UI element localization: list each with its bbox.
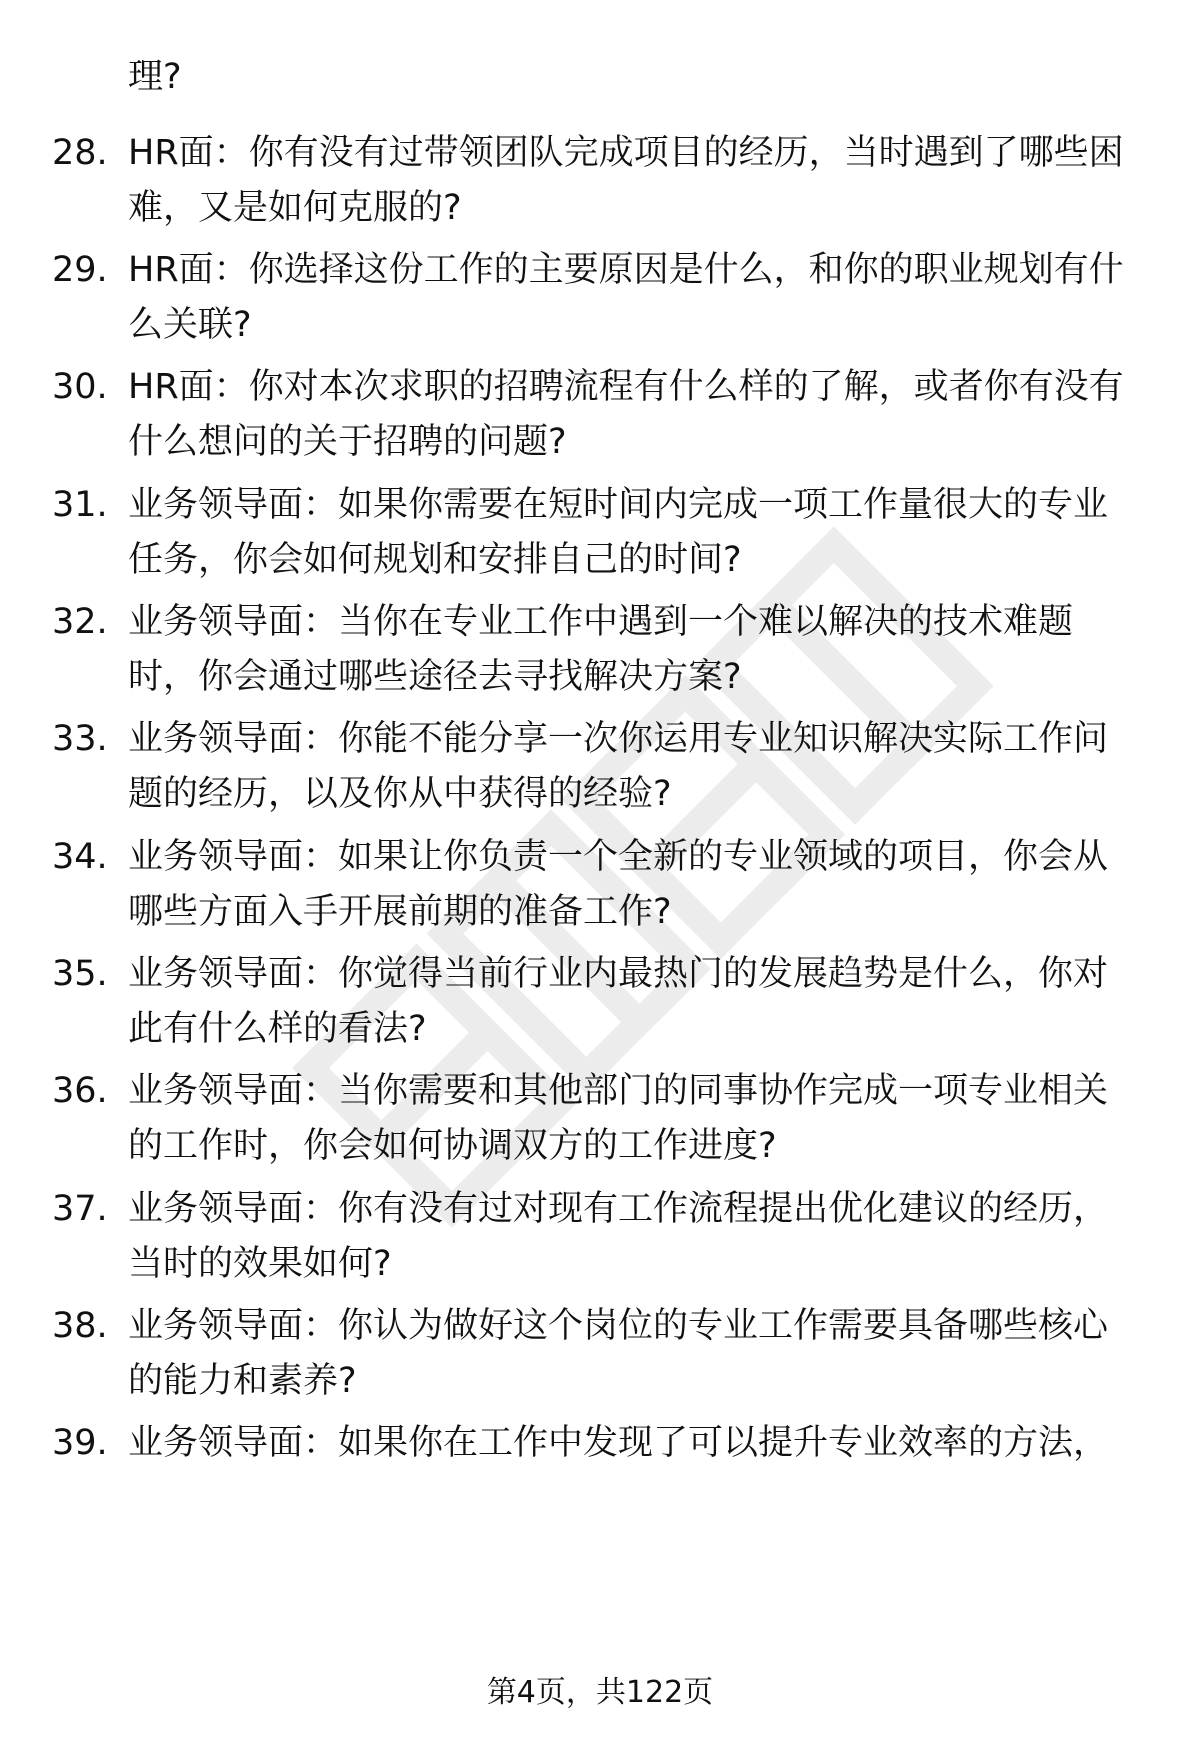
question-number: 34. (52, 837, 108, 877)
question-number: 29. (52, 250, 108, 290)
question-text-line: 难，又是如何克服的? (128, 188, 462, 228)
question-text-line: 业务领导面：当你在专业工作中遇到一个难以解决的技术难题 (128, 602, 1074, 642)
question-text-line: 业务领导面：你觉得当前行业内最热门的发展趋势是什么，你对 (128, 954, 1109, 994)
question-number: 30. (52, 367, 108, 407)
question-number: 37. (52, 1189, 108, 1229)
question-number: 36. (52, 1071, 108, 1111)
question-text-line: 哪些方面入手开展前期的准备工作? (128, 892, 672, 932)
question-number: 35. (52, 954, 108, 994)
question-text-line: 业务领导面：你有没有过对现有工作流程提出优化建议的经历， (128, 1189, 1109, 1229)
question-text-line: 业务领导面：如果让你负责一个全新的专业领域的项目，你会从 (128, 837, 1109, 877)
question-text-line: 么关联? (128, 305, 252, 345)
question-text-line: 业务领导面：你认为做好这个岗位的专业工作需要具备哪些核心 (128, 1306, 1109, 1346)
question-text-line: HR面：你有没有过带领团队完成项目的经历，当时遇到了哪些困 (128, 133, 1124, 173)
question-text-line: HR面：你对本次求职的招聘流程有什么样的了解，或者你有没有 (128, 367, 1124, 407)
question-text-line: 任务，你会如何规划和安排自己的时间? (128, 540, 742, 580)
question-text-line: 什么想问的关于招聘的问题? (128, 422, 567, 462)
question-number: 33. (52, 719, 108, 759)
question-text-line: 当时的效果如何? (128, 1244, 392, 1284)
question-text-line: HR面：你选择这份工作的主要原因是什么，和你的职业规划有什 (128, 250, 1124, 290)
question-text-line: 业务领导面：如果你在工作中发现了可以提升专业效率的方法， (128, 1423, 1109, 1463)
page-footer: 第4页，共122页 (486, 1675, 714, 1710)
question-text-line: 业务领导面：如果你需要在短时间内完成一项工作量很大的专业 (128, 485, 1109, 525)
question-number: 28. (52, 133, 108, 173)
question-number: 38. (52, 1306, 108, 1346)
question-text-line: 此有什么样的看法? (128, 1009, 427, 1049)
question-text-line: 题的经历，以及你从中获得的经验? (128, 774, 672, 814)
question-text-line: 的能力和素养? (128, 1361, 357, 1401)
question-text-line: 业务领导面：当你需要和其他部门的同事协作完成一项专业相关 (128, 1071, 1109, 1111)
question-number: 39. (52, 1423, 108, 1463)
question-number: 31. (52, 485, 108, 525)
question-text-line: 时，你会通过哪些途径去寻找解决方案? (128, 657, 742, 697)
question-text-line: 的工作时，你会如何协调双方的工作进度? (128, 1126, 777, 1166)
question-text-line: 业务领导面：你能不能分享一次你运用专业知识解决实际工作问 (128, 719, 1109, 759)
text-line: 理? (128, 57, 182, 97)
question-number: 32. (52, 602, 108, 642)
